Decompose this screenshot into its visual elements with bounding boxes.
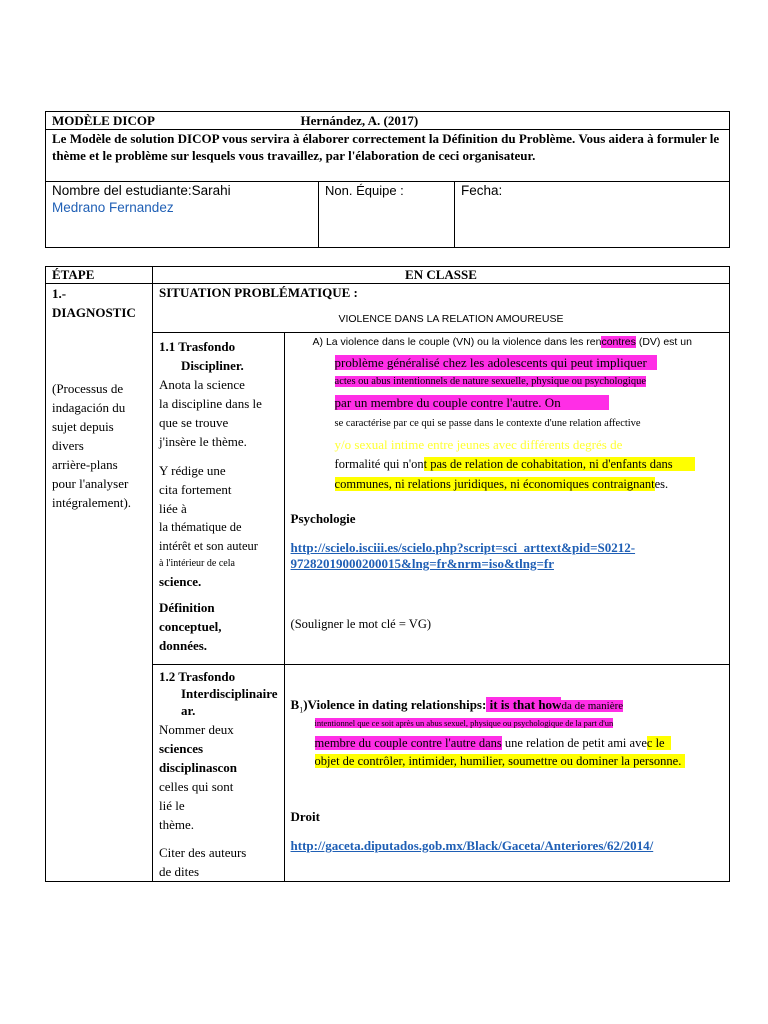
block1-definition: données. bbox=[159, 638, 208, 653]
date-cell bbox=[455, 182, 730, 248]
student-first-name: Sarahi bbox=[191, 183, 231, 198]
block2-text-line: celles qui sont bbox=[159, 779, 234, 794]
block2-heading3: ar. bbox=[181, 703, 196, 718]
stage-desc-line: indagación du bbox=[52, 400, 126, 415]
block2-link-wrap[interactable] bbox=[291, 838, 668, 854]
para-highlight: par un membre du couple contre l'autre. On bbox=[335, 395, 609, 410]
date-label: Fecha: bbox=[461, 183, 503, 198]
block1-text-line: intérêt et son auteur bbox=[159, 539, 258, 553]
student-cell bbox=[46, 182, 319, 248]
stage-desc-line: pour l'analyser bbox=[52, 476, 129, 491]
stage-cell bbox=[46, 284, 153, 882]
para-highlight: problème généralisé chez les adolescents qui peut impliquer bbox=[335, 355, 657, 370]
block1-field: Psychologie bbox=[290, 511, 356, 526]
block1-heading: 1.1 Trasfondo bbox=[159, 339, 236, 354]
col-stage-header: ÉTAPE bbox=[46, 267, 153, 284]
block1-text-line: Anota la science bbox=[159, 377, 245, 392]
para-highlight: da de manière bbox=[561, 700, 624, 712]
block2-field: Droit bbox=[290, 809, 320, 824]
block1-link[interactable] bbox=[291, 540, 636, 572]
para-highlight: objet de contrôler, intimider, humilier, soumettre ou dominer la personne. bbox=[315, 754, 686, 768]
block2-left-cell bbox=[153, 665, 285, 882]
block2-text-line: de dites bbox=[159, 864, 200, 879]
para-text: es. bbox=[654, 477, 669, 491]
stage-desc-line: (Processus de bbox=[52, 381, 124, 396]
block2-content-cell bbox=[284, 665, 729, 882]
block1-line3 bbox=[335, 376, 646, 387]
model-description: Le Modèle de solution DICOP vous servira à élaborer correctement la Définition du Problème. Vous aidera à formuler le thème et le problème sur lesquels vous travaillez, par l'élaboration de ceci organisateur. bbox=[46, 130, 730, 182]
block1-text-line: Y rédige une bbox=[159, 463, 226, 478]
para-text: une relation de petit ami ave bbox=[501, 736, 647, 750]
stage-desc-line: sujet depuis bbox=[52, 419, 114, 434]
para-highlight: t pas de relation de cohabitation, ni d'enfants dans bbox=[424, 457, 695, 471]
para-highlight: actes ou abus intentionnels de nature sexuelle, physique ou psychologique bbox=[334, 376, 646, 387]
scielo-link-part1[interactable]: http://scielo.isciii.es/scielo.php?script=sci_arttext&pid=S0212- bbox=[290, 540, 636, 555]
stage-number: 1.- bbox=[52, 286, 67, 301]
para-text: (DV) est un bbox=[635, 336, 692, 348]
block2-text-line: Citer des auteurs bbox=[159, 845, 247, 860]
para-text: A) La violence dans le couple (VN) ou la violence dans les ren bbox=[312, 336, 602, 348]
block1-text-line: la thématique de bbox=[159, 520, 242, 534]
situation-subtitle: VIOLENCE DANS LA RELATION AMOUREUSE bbox=[338, 313, 564, 325]
model-title: MODÈLE DICOP bbox=[52, 113, 155, 128]
gaceta-link[interactable]: http://gaceta.diputados.gob.mx/Black/Gaceta/Anteriores/62/2014/ bbox=[290, 838, 654, 853]
para-text: 1 bbox=[299, 705, 304, 715]
team-label: Non. Équipe : bbox=[325, 183, 404, 198]
block2-bold-line: sciences bbox=[159, 741, 204, 756]
header-title-row bbox=[46, 112, 730, 130]
block1-text-line: liée à bbox=[159, 501, 187, 516]
block1-line6: y/o sexual intime entre jeunes avec différents degrés de bbox=[334, 437, 623, 452]
block1-science: science. bbox=[159, 574, 202, 589]
col-class-header: EN CLASSE bbox=[153, 267, 730, 284]
header-table bbox=[45, 111, 730, 248]
block1-text-line: que se trouve bbox=[159, 415, 229, 430]
block2-line2 bbox=[315, 718, 614, 728]
para-highlight: intentionnel que ce soit après un abus sexuel, physique ou psychologique de la part d'un bbox=[314, 718, 614, 728]
block2-text-line: lié le bbox=[159, 798, 185, 813]
block2-heading2: Interdisciplinaire bbox=[181, 686, 278, 701]
block1-line7 bbox=[335, 457, 695, 472]
block1-line8 bbox=[335, 477, 669, 492]
author-ref: Hernández, A. (2017) bbox=[300, 113, 419, 128]
block1-definition: conceptuel, bbox=[159, 619, 222, 634]
situation-cell bbox=[153, 284, 730, 333]
situation-title: SITUATION PROBLÉMATIQUE : bbox=[159, 285, 358, 300]
block1-small-line: à l'intérieur de cela bbox=[159, 558, 235, 569]
block1-note: (Souligner le mot clé = VG) bbox=[290, 617, 432, 631]
para-text: formalité qui n'on bbox=[334, 457, 424, 471]
block1-line4 bbox=[335, 395, 609, 411]
block1-text-line: j'insère le thème. bbox=[159, 434, 247, 449]
block1-para-a bbox=[313, 336, 768, 348]
stage-desc-line: arrière-plans bbox=[52, 457, 118, 472]
block1-line5: se caractérise par ce qui se passe dans le contexte d'une relation affective bbox=[334, 418, 641, 429]
block2-bold-line: disciplinascon bbox=[159, 760, 238, 775]
para-highlight: it is that how bbox=[486, 697, 562, 712]
scielo-link-part2[interactable]: 97282019000200015&lng=fr&nrm=iso&tlng=fr bbox=[290, 556, 554, 571]
block2-line1 bbox=[291, 697, 624, 715]
block1-left-cell bbox=[153, 333, 285, 665]
block1-definition: Définition bbox=[159, 600, 215, 615]
stage-description bbox=[52, 379, 146, 512]
para-highlight: contres bbox=[601, 336, 636, 348]
main-table bbox=[45, 266, 730, 882]
stage-desc-line: divers bbox=[52, 438, 84, 453]
block2-line4 bbox=[315, 754, 686, 769]
student-last-name: Medrano Fernandez bbox=[52, 200, 174, 215]
block2-text-line: thème. bbox=[159, 817, 195, 832]
block1-content-cell bbox=[284, 333, 729, 665]
para-text: B bbox=[290, 697, 300, 712]
team-cell bbox=[319, 182, 455, 248]
block1-text-line: cita fortement bbox=[159, 482, 232, 497]
para-highlight: c le bbox=[647, 736, 671, 750]
block1-text-line: la discipline dans le bbox=[159, 396, 262, 411]
para-highlight: communes, ni relations juridiques, ni économiques contraignant bbox=[334, 477, 655, 491]
block2-line3 bbox=[315, 736, 671, 751]
para-highlight: membre du couple contre l'autre dans bbox=[314, 736, 502, 750]
block2-text-line: Nommer deux bbox=[159, 722, 234, 737]
stage-name: DIAGNOSTIC bbox=[52, 305, 136, 320]
block1-line2 bbox=[335, 355, 657, 371]
block2-heading: 1.2 Trasfondo bbox=[159, 669, 236, 684]
student-label: Nombre del estudiante: bbox=[52, 183, 192, 198]
stage-desc-line: intégralement). bbox=[52, 495, 132, 510]
para-text: )Violence in dating relationships: bbox=[303, 697, 487, 712]
block1-heading2: Discipliner. bbox=[181, 358, 244, 373]
